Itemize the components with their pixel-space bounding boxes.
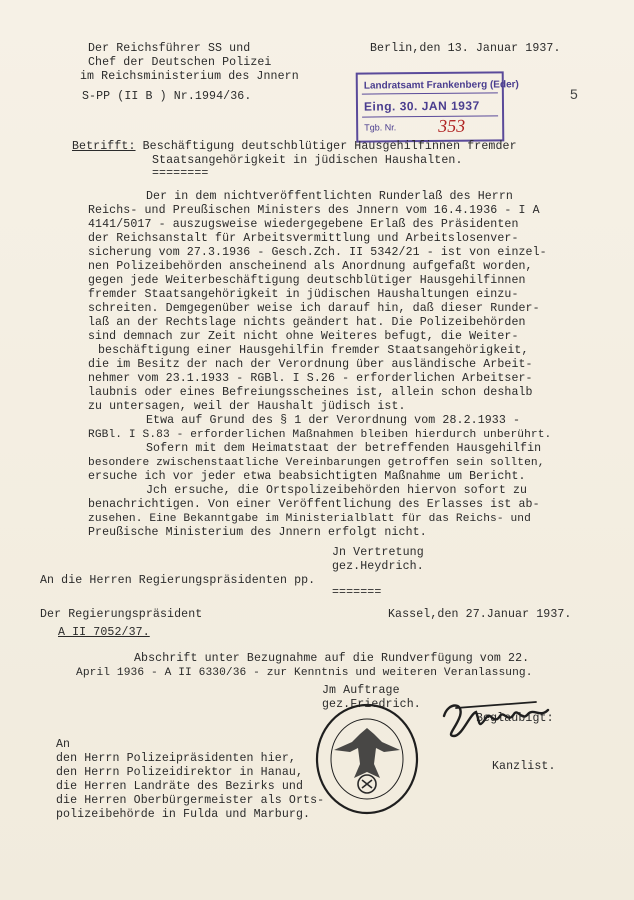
subject-line-2: Staatsangehörigkeit in jüdischen Haushalten. [152,154,463,167]
stamp-received [364,99,480,114]
recipient-line: den Herrn Polizeidirektor in Hanau, [56,766,304,779]
body-line: Der in dem nichtveröffentlichten Runderlaß des Herrn [146,190,513,203]
body-line: besondere zwischenstaatliche Vereinbarungen getroffen sein sollten, [88,457,545,469]
section2-order-line-1: Jm Auftrage [322,684,400,697]
body-line: die im Besitz der nach der Verordnung über ausländische Arbeit- [88,358,533,371]
stamp-divider [362,92,498,94]
body-line: Etwa auf Grund des § 1 der Verordnung vom 28.2.1933 - [146,414,521,427]
authority-line-3: im Reichsministerium des Jnnern [80,70,299,83]
reference-number: S-PP (II B ) Nr.1994/36. [82,90,252,103]
subject-line-1 [72,140,517,154]
section2-certified: Beglaubigt: [476,712,554,725]
stamp-office: Landratsamt Frankenberg (Eder) [363,79,519,92]
section2-copy-line-2: April 1936 - A II 6330/36 - zur Kenntnis und weiteren Veranlassung. [76,667,533,679]
body-line: nen Polizeibehörden anscheinend als Anordnung aufgefaßt worden, [88,260,533,273]
section2-order-line-2: gez.Friedrich. [322,698,421,711]
signoff-line-2: gez.Heydrich. [332,560,424,573]
body-line: schreiten. Demgegenüber weise ich darauf hin, daß dieser Runder- [88,302,540,315]
stamp-journal-number: 353 [438,115,466,136]
subject-text-1: Beschäftigung deutschblütiger Hausgehilfinnen fremder [135,140,517,153]
handwritten-signature [436,696,556,742]
body-line: ersuche ich vor jeder etwa beabsichtigten Maßnahme um Bericht. [88,470,526,483]
received-stamp [356,71,519,142]
authority-line-1: Der Reichsführer SS und [88,42,251,55]
body-line: der Reichsanstalt für Arbeitsvermittlung und Arbeitslosenver- [88,232,519,245]
section2-reference: A II 7052/37. [58,626,150,639]
stamp-journal-label: Tgb. Nr. [364,122,397,133]
body-line: gegen jede Weiterbeschäftigung deutschblütiger Hausgehilfinnen [88,274,526,287]
body-line: fremder Staatsangehörigkeit in jüdischen Haushaltungen einzu- [88,288,519,301]
subject-label: Betrifft: [72,140,136,153]
body-line: laubnis oder eines Befreiungsscheines ist, allein schon deshalb [88,386,533,399]
official-seal [312,700,422,818]
body-line: Sofern mit dem Heimatstaat der betreffenden Hausgehilfin [146,442,542,455]
body-line: beschäftigung einer Hausgehilfin fremder Staatsangehörigkeit, [98,344,529,357]
section2-place-date: Kassel,den 27.Januar 1937. [388,608,572,621]
body-line: sind demnach zur Zeit nicht ohne Weiteres befugt, die Weiter- [88,330,519,343]
body-line: nehmer vom 23.1.1933 - RGBl. I S.26 - erforderlichen Arbeitser- [88,372,533,385]
body-line: Reichs- und Preußischen Ministers des Jnnern vom 16.4.1936 - I A [88,204,540,217]
page-number: 5 [570,86,578,102]
body-line: zusehen. Eine Bekanntgabe im Ministerialblatt für das Reichs- und [88,513,531,525]
stamp-received-date: 30. JAN 1937 [399,98,480,114]
body-line: laß an der Rechtslage nichts geändert hat. Die Polizeibehörden [88,316,526,329]
recipient-line: An [56,738,71,751]
recipient-line: polizeibehörde in Fulda und Marburg. [56,808,311,821]
signoff-line-1: Jn Vertretung [332,546,424,559]
body-line: Preußische Ministerium des Jnnern erfolgt nicht. [88,526,427,539]
subject-rule: ======== [152,167,209,180]
recipient-line: die Herren Oberbürgermeister als Orts- [56,794,325,807]
recipient-line: den Herrn Polizeipräsidenten hier, [56,752,296,765]
section2-authority: Der Regierungspräsident [40,608,203,621]
place-date: Berlin,den 13. Januar 1937. [370,42,561,55]
addressee-line: An die Herren Regierungspräsidenten pp. [40,574,316,587]
section-rule: ======= [332,586,382,599]
body-line: zu untersagen, weil der Haushalt jüdisch ist. [88,400,406,413]
body-line: Jch ersuche, die Ortspolizeibehörden hiervon sofort zu [146,484,528,497]
body-line: 4141/5017 - auszugsweise wiedergegebene Erlaß des Präsidenten [88,218,519,231]
stamp-received-label: Eing. [363,99,396,114]
recipient-line: die Herren Landräte des Bezirks und [56,780,304,793]
stamp-divider [362,115,498,117]
body-line: RGBl. I S.83 - erforderlichen Maßnahmen bleiben hierdurch unberührt. [88,429,552,441]
body-line: sicherung vom 27.3.1936 - Gesch.Zch. II 5342/21 - ist von einzel- [88,246,547,259]
authority-line-2: Chef der Deutschen Polizei [88,56,272,69]
section2-copy-line-1: Abschrift unter Bezugnahme auf die Rundverfügung vom 22. [134,652,530,665]
section2-clerk: Kanzlist. [492,760,556,773]
body-line: benachrichtigen. Von einer Veröffentlichung des Erlasses ist ab- [88,498,540,511]
